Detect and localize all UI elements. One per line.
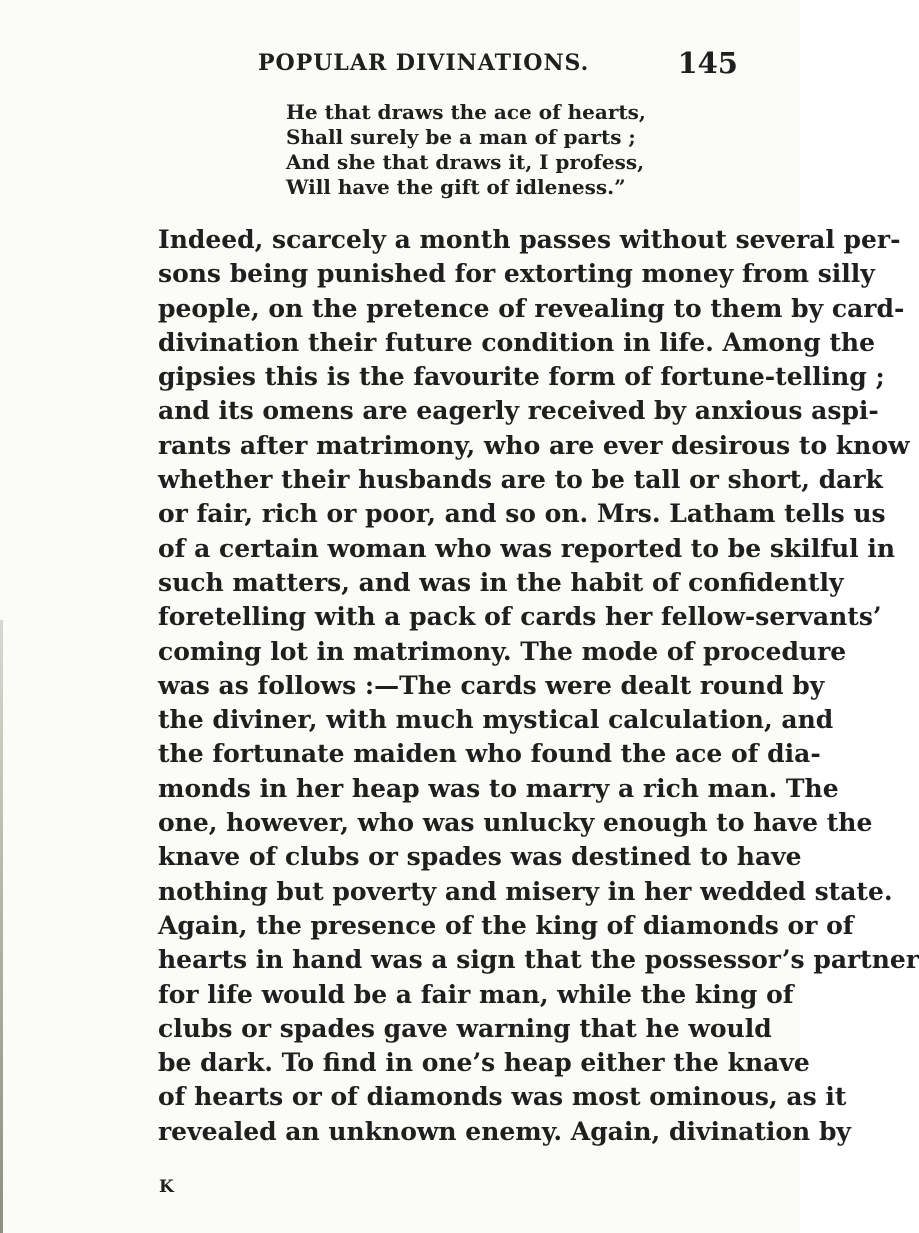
body-line: revealed an unknown enemy. Again, divination by xyxy=(158,1116,851,1146)
body-line: gipsies this is the favourite form of fortune-telling ; xyxy=(158,362,885,392)
body-line: for life would be a fair man, while the king of xyxy=(158,979,794,1009)
body-line: sons being punished for extorting money from silly xyxy=(158,259,875,289)
body-line: people, on the pretence of revealing to them by card- xyxy=(158,293,905,323)
body-line: nothing but poverty and misery in her wedded state. xyxy=(158,876,893,906)
body-line: be dark. To find in one’s heap either the knave xyxy=(158,1048,810,1078)
verse-line: Shall surely be a man of parts ; xyxy=(286,125,636,149)
body-line: hearts in hand was a sign that the possessor’s partner xyxy=(158,945,919,975)
body-line: one, however, who was unlucky enough to have the xyxy=(158,808,873,838)
verse-line: And she that draws it, I profess, xyxy=(286,150,645,174)
body-line: rants after matrimony, who are ever desirous to know xyxy=(158,430,910,460)
body-line: foretelling with a pack of cards her fellow-servants’ xyxy=(158,602,882,632)
page-header xyxy=(258,46,738,84)
body-line: the fortunate maiden who found the ace of dia- xyxy=(158,739,821,769)
body-line: was as follows :—The cards were dealt round by xyxy=(158,670,825,700)
body-line: knave of clubs or spades was destined to have xyxy=(158,842,802,872)
body-line: clubs or spades gave warning that he would xyxy=(158,1013,772,1043)
body-line: such matters, and was in the habit of confidently xyxy=(158,567,844,597)
verse-line: He that draws the ace of hearts, xyxy=(286,100,646,124)
body-paragraph xyxy=(158,223,919,1149)
running-title: POPULAR DIVINATIONS. xyxy=(258,50,590,76)
body-line: Again, the presence of the king of diamonds or of xyxy=(158,910,854,940)
scan-edge-shadow xyxy=(0,620,3,1233)
verse-line: Will have the gift of idleness.” xyxy=(286,175,626,199)
page-number: 145 xyxy=(677,46,738,80)
body-line: of a certain woman who was reported to be skilful in xyxy=(158,533,896,563)
body-line: whether their husbands are to be tall or short, dark xyxy=(158,465,883,495)
verse-quotation xyxy=(286,100,706,200)
body-line: monds in her heap was to marry a rich man. The xyxy=(158,773,839,803)
body-line: and its omens are eagerly received by anxious aspi- xyxy=(158,396,879,426)
body-line: of hearts or of diamonds was most ominous, as it xyxy=(158,1082,847,1112)
body-line: Indeed, scarcely a month passes without several per- xyxy=(158,225,901,254)
body-line: or fair, rich or poor, and so on. Mrs. Latham tells us xyxy=(158,499,886,529)
body-line: the diviner, with much mystical calculation, and xyxy=(158,705,834,735)
body-line: coming lot in matrimony. The mode of procedure xyxy=(158,636,847,666)
body-line: divination their future condition in life. Among the xyxy=(158,327,876,357)
printer-signature-mark: K xyxy=(159,1177,174,1197)
